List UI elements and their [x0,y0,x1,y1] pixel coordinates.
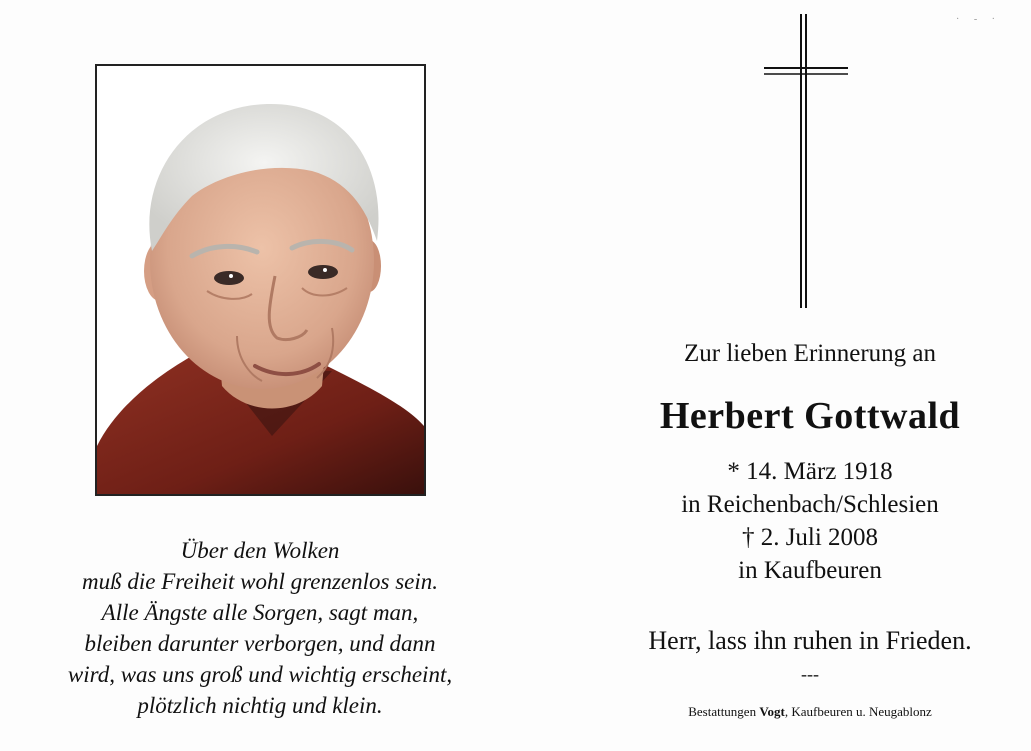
poem-line: bleiben darunter verborgen, und dann [84,631,436,656]
poem-line: muß die Freiheit wohl grenzenlos sein. [81,569,439,594]
poem-line: Über den Wolken [180,538,340,563]
portrait-illustration [97,66,424,494]
separator: --- [801,664,819,684]
death-date: † 2. Juli 2008 [741,524,879,551]
cross-icon [760,14,852,310]
poem [20,535,500,721]
poem-line: Alle Ängste alle Sorgen, sagt man, [101,600,419,625]
undertaker-name: Vogt [759,704,785,719]
birth-place: in Reichenbach/Schlesien [681,491,939,518]
birth-date: * 14. März 1918 [727,458,893,485]
portrait-photo [95,64,426,496]
poem-line: wird, was uns groß und wichtig erscheint, [67,662,453,687]
life-dates [600,455,1020,587]
undertaker-suffix: , Kaufbeuren u. Neugablonz [784,704,932,719]
undertaker-line [600,704,1020,720]
scan-specks: · - · [956,14,1001,25]
prayer-text: Herr, lass ihn ruhen in Frieden. [648,626,972,655]
poem-line: plötzlich nichtig und klein. [137,693,383,718]
death-place: in Kaufbeuren [738,557,882,584]
deceased-name: Herbert Gottwald [659,395,961,437]
intro-text: Zur lieben Erinnerung an [684,340,936,367]
undertaker-prefix: Bestattungen [688,704,757,719]
